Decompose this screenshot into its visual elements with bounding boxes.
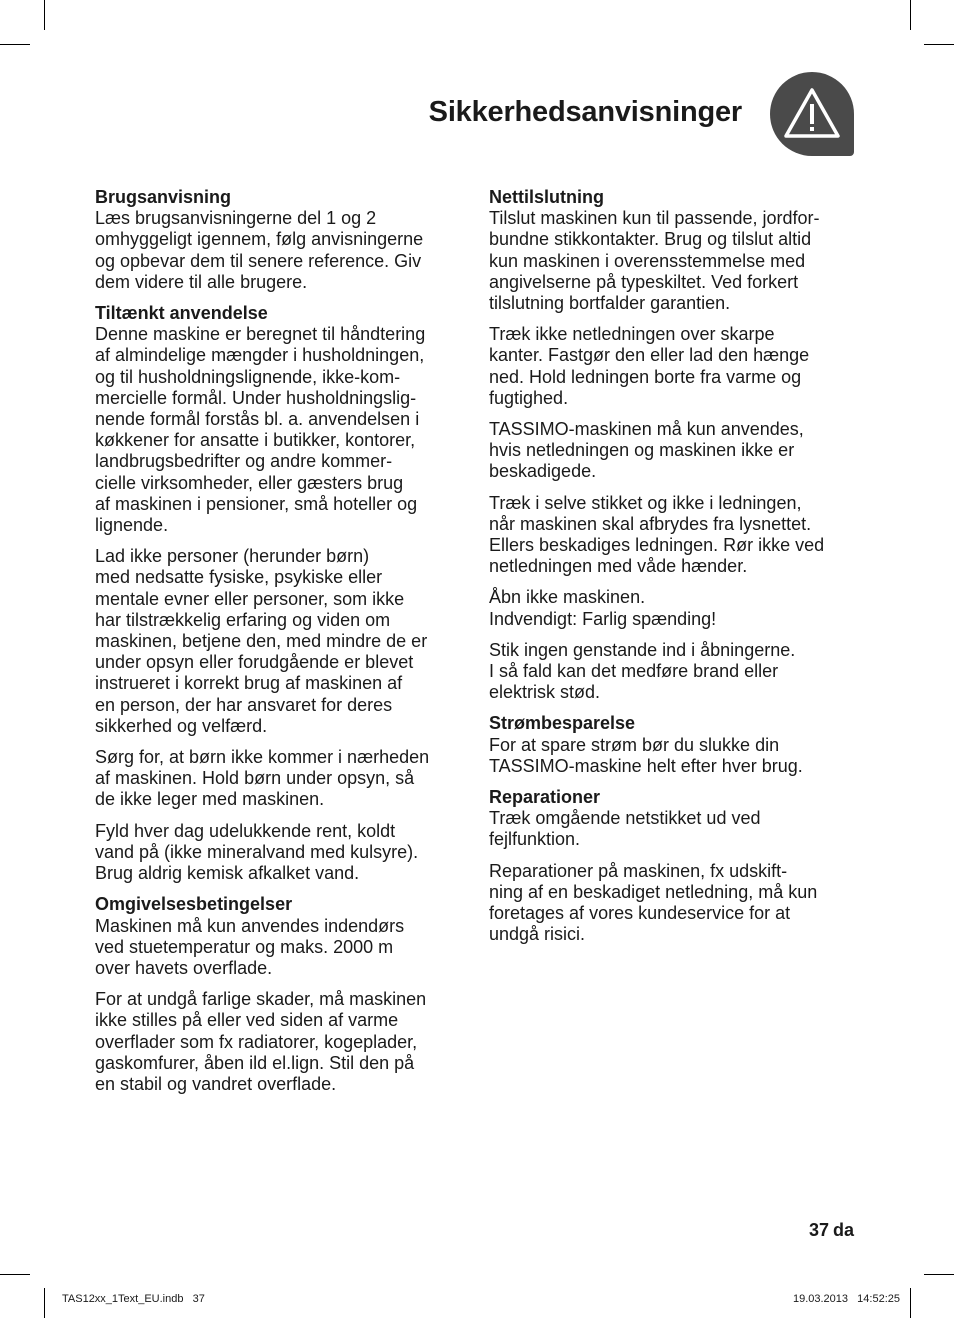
section-block [489,713,857,777]
section-paragraph: Træk ikke netledningen over skarpe kanter. Fastgør den eller lad den hænge ned. Hold ledningen borte fra varme og fugtighed. [489,324,810,408]
section-paragraph: For at undgå farlige skader, må maskinen ikke stilles på eller ved siden af varme overflader som fx radiatorer, kogeplader, gaskomfurer, åben ild el.lign. Stil den på en stabil og vandret overflade. [95,989,427,1094]
section-block [95,821,463,885]
section-paragraph: TASSIMO-maskinen må kun anvendes, hvis netledningen og maskinen ikke er beskadigede. [489,419,804,482]
section-block [489,187,857,314]
section-block [489,787,857,851]
section-block [489,861,857,946]
section-heading: Omgivelsesbetingelser [95,894,293,915]
crop-mark [924,1274,954,1275]
crop-mark [910,1288,911,1318]
section-paragraph: Træk i selve stikket og ikke i ledningen, når maskinen skal afbrydes fra lysnettet. Ellers beskadiges ledningen. Rør ikke ved netledningen med våde hænder. [489,492,825,577]
warning-badge [770,72,854,156]
section-block [489,419,857,483]
left-column [95,187,463,1105]
section-block [95,546,463,737]
section-paragraph: Maskinen må kun anvendes indendørs ved stuetemperatur og maks. 2000 m over havets overflade. [95,915,405,978]
section-paragraph: Træk omgående netstikket ud ved fejlfunktion. [489,808,761,850]
section-heading: Brugsanvisning [95,187,232,207]
section-paragraph: Lad ikke personer (herunder børn) med nedsatte fysiske, psykiske eller mentale evner eller personer, som ikke har tilstrækkelig erfaring og viden om maskinen, betjene den, med mindre de er under opsyn eller forudgående er blevet instrueret i korrekt brug af maskinen af en person, der har ansvaret for deres sikkerhed og velfærd. [95,546,428,736]
section-paragraph: For at spare strøm bør du slukke din TASSIMO-maskine helt efter hver brug. [489,734,803,776]
section-block [95,303,463,536]
section-block [95,187,463,293]
crop-mark [0,1274,30,1275]
section-paragraph: Reparationer på maskinen, fx udskift- ning af en beskadiget netledning, må kun foretages af vores kundeservice for at undgå risici. [489,860,818,945]
section-paragraph: Denne maskine er beregnet til håndtering af almindelige mængder i husholdningen, og til husholdningslignende, ikke-kom- mercielle formål. Under husholdningslig- nende formål forstås bl. a. anvendelsen i køkkener for ansatte i butikker, kontorer, landbrugsbedrifter og andre kommer- cielle virksomheder, eller gæsters brug af maskinen i pensioner, små hoteller og lignende. [95,324,426,536]
section-heading: Reparationer [489,787,601,808]
section-paragraph: Åbn ikke maskinen. Indvendigt: Farlig spænding! [489,587,717,629]
page-number [760,1220,854,1241]
page-number-value: 37 [808,1220,829,1240]
section-block [489,587,857,629]
page-language: da [832,1220,854,1240]
section-heading: Strømbesparelse [489,713,636,734]
warning-triangle-icon [782,84,842,144]
section-block [489,493,857,578]
footer-timestamp: 19.03.2013 14:52:25 [792,1293,900,1305]
crop-mark [924,44,954,45]
section-block [489,324,857,409]
section-block [95,894,463,979]
section-paragraph: Stik ingen genstande ind i åbningerne. I så fald kan det medføre brand eller elektrisk stød. [489,639,796,703]
section-block [95,989,463,1095]
page-title: Sikkerhedsanvisninger [428,96,742,128]
section-paragraph: Tilslut maskinen kun til passende, jordfor- bundne stikkontakter. Brug og tilslut altid kun maskinen i overensstemmelse med angivelserne på typeskiltet. Ved forkert tilslutning bortfalder garantien. [489,208,820,314]
crop-mark [44,0,45,30]
right-column [489,187,857,956]
section-paragraph: Fyld hver dag udelukkende rent, koldt vand på (ikke mineralvand med kulsyre). Brug aldrig kemisk afkalket vand. [95,820,419,884]
crop-mark [0,44,30,45]
section-heading: Tiltænkt anvendelse [95,303,268,324]
section-paragraph: Sørg for, at børn ikke kommer i nærheden af maskinen. Hold børn under opsyn, så de ikke leger med maskinen. [95,747,430,810]
section-block [489,640,857,704]
crop-mark [910,0,911,30]
section-block [95,747,463,811]
section-heading: Nettilslutning [489,187,604,207]
crop-mark [44,1288,45,1318]
section-paragraph: Læs brugsanvisningerne del 1 og 2 omhyggeligt igennem, følg anvisningerne og opbevar dem til senere reference. Giv dem videre til alle brugere. [95,208,424,292]
footer-file: TAS12xx_1Text_EU.indb 37 [62,1293,205,1305]
